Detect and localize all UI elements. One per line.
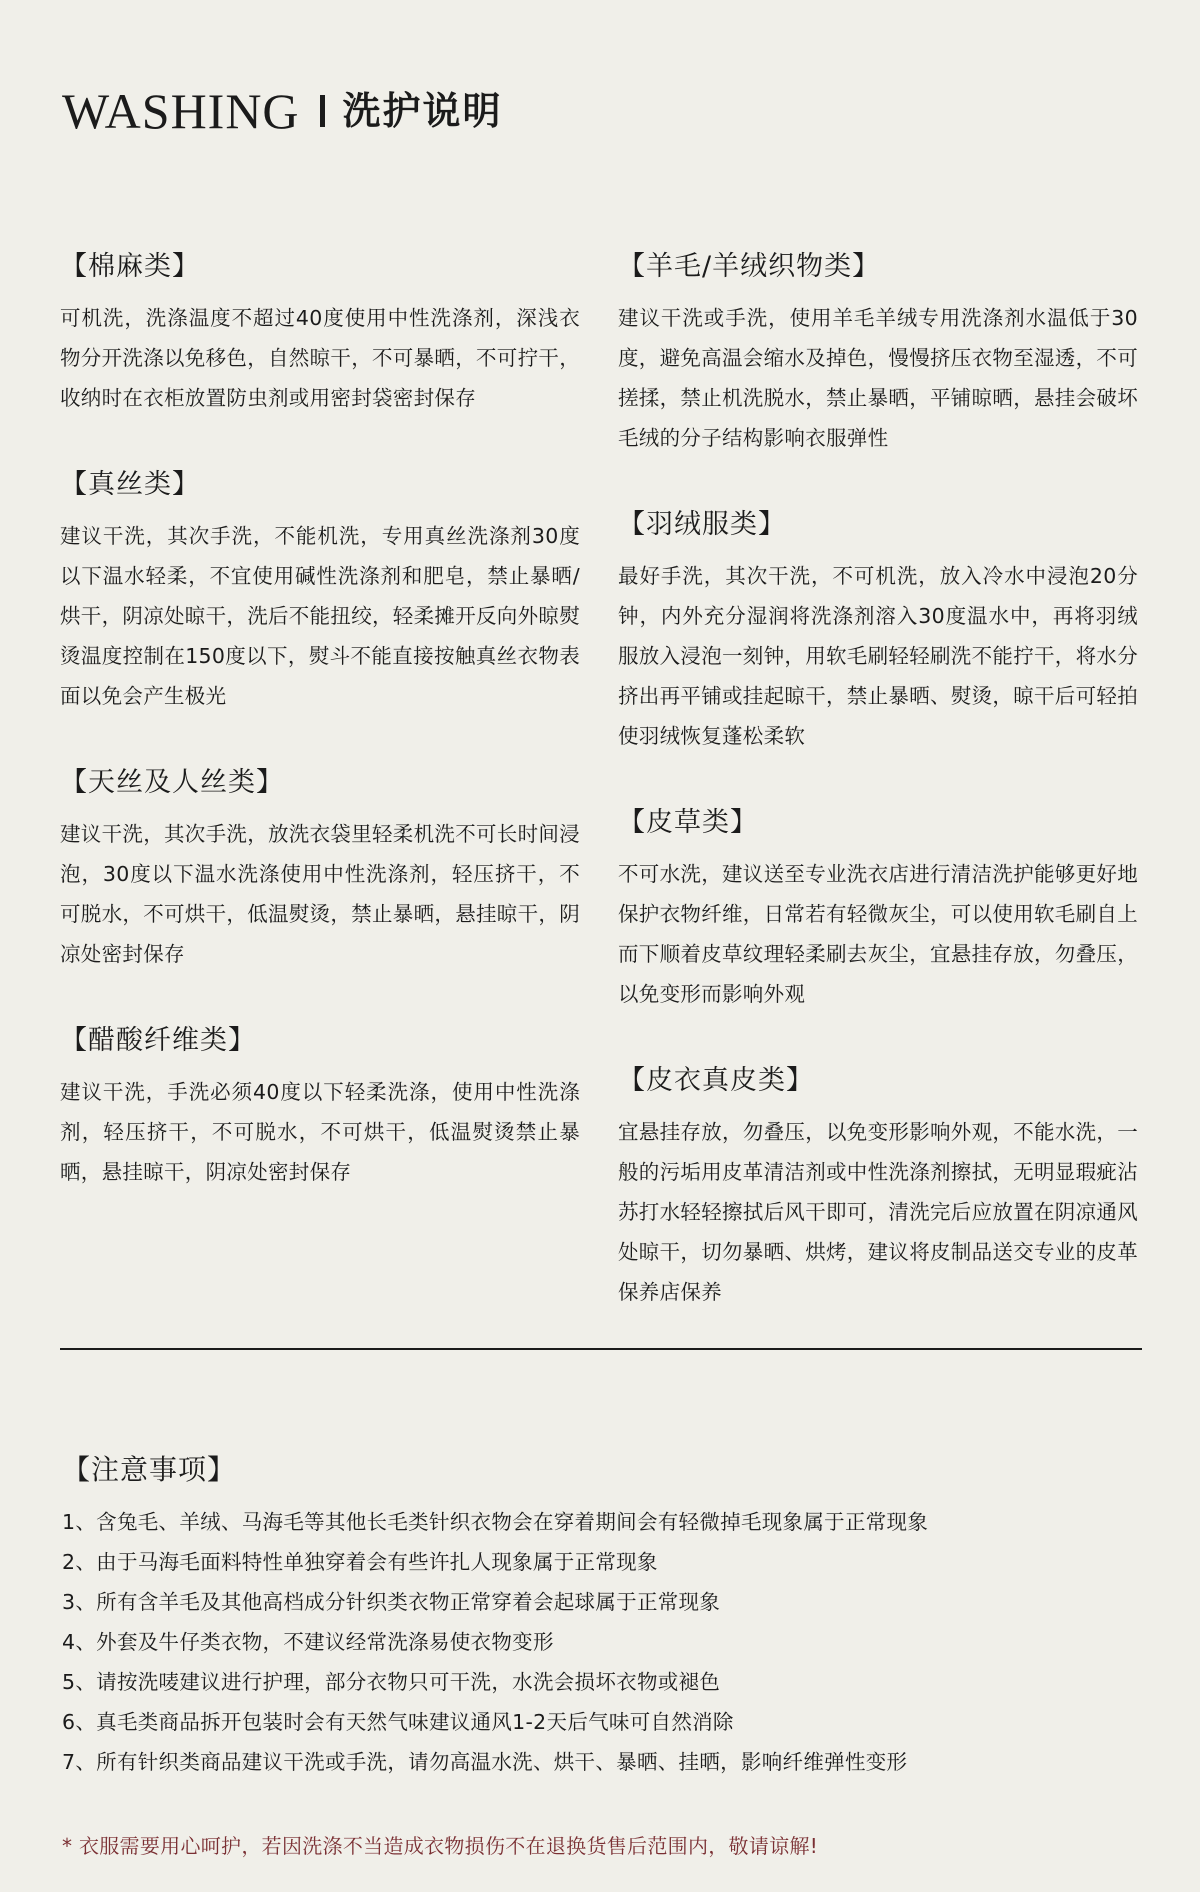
section-tencel-rayon [60,766,580,974]
horizontal-divider [60,1348,1142,1350]
notes-list [62,1502,1142,1782]
section-heading: 【羽绒服类】 [618,509,786,540]
title-english: WASHING [62,83,300,139]
note-item: 5、请按洗唛建议进行护理，部分衣物只可干洗，水洗会损坏衣物或褪色 [62,1670,721,1694]
note-item: 2、由于马海毛面料特性单独穿着会有些许扎人现象属于正常现象 [62,1550,658,1574]
section-heading: 【棉麻类】 [60,251,200,282]
section-body: 建议干洗或手洗，使用羊毛羊绒专用洗涤剂水温低于30度，避免高温会缩水及掉色，慢慢挤压衣物至湿透，不可搓揉，禁止机洗脱水，禁止暴晒，平铺晾晒，悬挂会破坏毛绒的分子结构影响衣服弹性 [618,306,1138,450]
title-chinese: 洗护说明 [342,89,503,133]
section-body: 建议干洗，其次手洗，不能机洗，专用真丝洗涤剂30度以下温水轻柔，不宜使用碱性洗涤剂和肥皂，禁止暴晒/烘干，阴凉处晾干，洗后不能扭绞，轻柔摊开反向外晾熨烫温度控制在150度以下，熨斗不能直接按触真丝衣物表面以免会产生极光 [60,524,580,708]
section-body: 最好手洗，其次干洗，不可机洗，放入冷水中浸泡20分钟，内外充分湿润将洗涤剂溶入30度温水中，再将羽绒服放入浸泡一刻钟，用软毛刷轻轻刷洗不能拧干，将水分挤出再平铺或挂起晾干，禁止暴晒、熨烫，晾干后可轻拍使羽绒恢复蓬松柔软 [618,564,1138,748]
section-leather [618,1064,1138,1312]
section-heading: 【皮衣真皮类】 [618,1065,814,1096]
note-item: 7、所有针织类商品建议干洗或手洗，请勿高温水洗、烘干、暴晒、挂晒，影响纤维弹性变形 [62,1750,908,1774]
right-column [618,250,1138,1312]
section-body: 可机洗，洗涤温度不超过40度使用中性洗涤剂，深浅衣物分开洗涤以免移色，自然晾干，不可暴晒，不可拧干，收纳时在衣柜放置防虫剂或用密封袋密封保存 [60,306,580,410]
section-down [618,508,1138,756]
section-wool-cashmere [618,250,1138,458]
section-cotton-linen [60,250,580,418]
section-body: 宜悬挂存放，勿叠压，以免变形影响外观，不能水洗，一般的污垢用皮革清洁剂或中性洗涤剂擦拭，无明显瑕疵沾苏打水轻轻擦拭后风干即可，清洗完后应放置在阴凉通风处晾干，切勿暴晒、烘烤，建议将皮制品送交专业的皮革保养店保养 [618,1120,1138,1304]
notes-heading: 【注意事项】 [62,1453,237,1486]
section-heading: 【天丝及人丝类】 [60,767,284,798]
section-body: 建议干洗，手洗必须40度以下轻柔洗涤，使用中性洗涤剂，轻压挤干，不可脱水，不可烘干，低温熨烫禁止暴晒，悬挂晾干，阴凉处密封保存 [60,1080,580,1184]
section-heading: 【醋酸纤维类】 [60,1025,256,1056]
section-silk [60,468,580,716]
note-item: 4、外套及牛仔类衣物，不建议经常洗涤易使衣物变形 [62,1630,554,1654]
section-acetate [60,1024,580,1192]
note-item: 1、含兔毛、羊绒、马海毛等其他长毛类针织衣物会在穿着期间会有轻微掉毛现象属于正常现象 [62,1510,929,1534]
section-heading: 【皮草类】 [618,807,758,838]
section-heading: 【羊毛/羊绒织物类】 [618,251,881,282]
title-divider-bar [320,95,325,127]
note-item: 6、真毛类商品拆开包装时会有天然气味建议通风1-2天后气味可自然消除 [62,1710,734,1734]
page-title [62,83,503,139]
left-column [60,250,580,1192]
section-body: 不可水洗，建议送至专业洗衣店进行清洁洗护能够更好地保护衣物纤维，日常若有轻微灰尘，可以使用软毛刷自上而下顺着皮草纹理轻柔刷去灰尘，宜悬挂存放，勿叠压，以免变形而影响外观 [618,862,1138,1006]
note-item: 3、所有含羊毛及其他高档成分针织类衣物正常穿着会起球属于正常现象 [62,1590,721,1614]
section-body: 建议干洗，其次手洗，放洗衣袋里轻柔机洗不可长时间浸泡，30度以下温水洗涤使用中性洗涤剂，轻压挤干，不可脱水，不可烘干，低温熨烫，禁止暴晒，悬挂晾干，阴凉处密封保存 [60,822,580,966]
footer-disclaimer: * 衣服需要用心呵护，若因洗涤不当造成衣物损伤不在退换货售后范围内，敬请谅解! [62,1834,819,1858]
notes-section [62,1452,1142,1782]
section-heading: 【真丝类】 [60,469,200,500]
section-fur [618,806,1138,1014]
